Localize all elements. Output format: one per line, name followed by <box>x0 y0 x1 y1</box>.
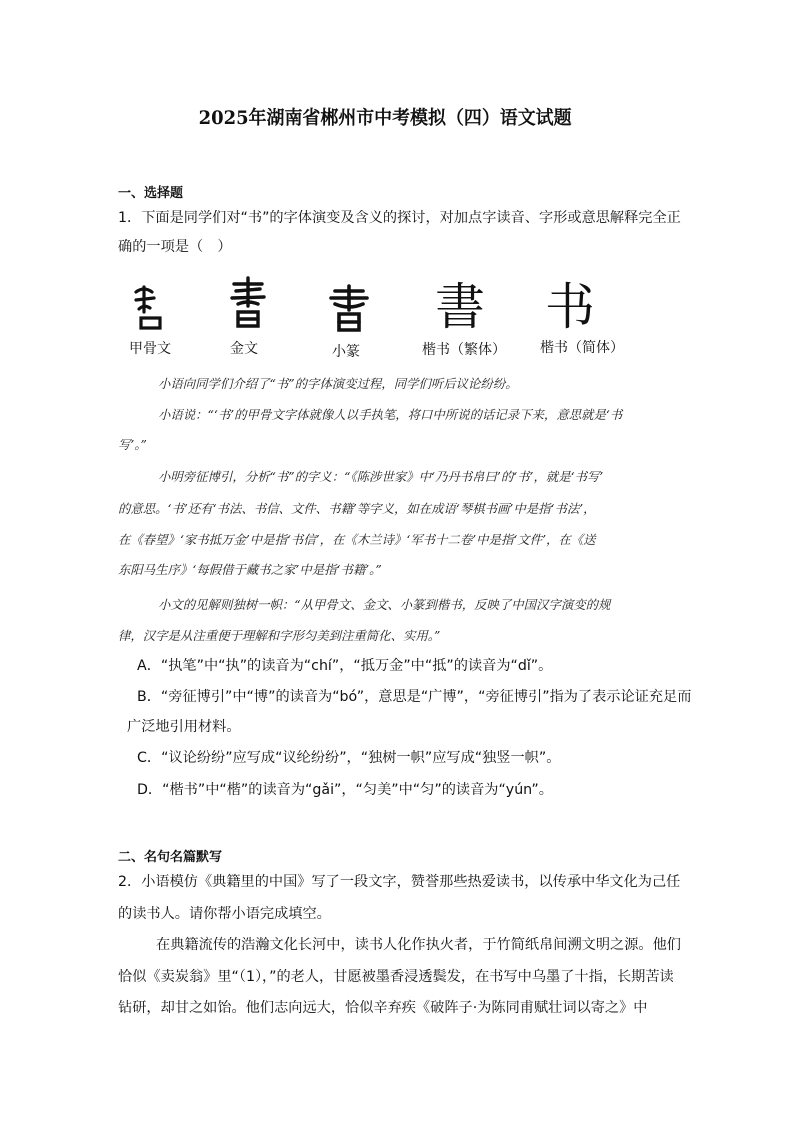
simplified-regular-script-glyph: 书 <box>545 278 595 336</box>
passage-line: 律，汉字是从注重便于理解和字形匀美到注重简化、实用。” <box>118 628 441 643</box>
passage-line: 小明旁征博引，分析“书”的字义：“《陈涉世家》中‘乃丹书帛曰’的‘书’，就是‘书写’ <box>158 469 604 484</box>
caption-oracle-bone: 甲骨文 <box>129 341 171 357</box>
traditional-regular-script-glyph: 書 <box>435 278 485 336</box>
passage-line: 写’。” <box>118 437 147 452</box>
passage-line: 小文的见解则独树一帜：“从甲骨文、金文、小篆到楷书，反映了中国汉字演变的规 <box>158 597 611 612</box>
option-b: B．“旁征博引”中“博”的读音为“bó”，意思是“广博”，“旁征博引”指为了表示论证充足而 <box>137 689 692 705</box>
question-2-line: 的读书人。请你帮小语完成填空。 <box>118 906 331 922</box>
question-2-line: 2．小语模仿《典籍里的中国》写了一段文字，赞誉那些热爱读书，以传承中华文化为己任 <box>118 874 681 890</box>
question-1-stem-line-2: 确的一项是（ ） <box>118 239 232 255</box>
option-c: C．“议论纷纷”应写成“议纶纷纷”，“独树一帜”应写成“独竖一帜”。 <box>137 750 561 766</box>
section-heading-recitation: 二、名句名篇默写 <box>118 850 223 865</box>
page-title: 2025年湖南省郴州市中考模拟（四）语文试题 <box>198 108 572 129</box>
question-2-line: 恰似《卖炭翁》里“（1），”的老人，甘愿被墨香浸透鬓发，在书写中乌墨了十指，长期苦读 <box>118 969 674 985</box>
bronze-shu-glyph <box>226 276 270 332</box>
question-2-line: 钻研，却甘之如饴。他们志向远大，恰似辛弃疾《破阵子·为陈同甫赋壮词以寄之》中 <box>118 1000 648 1016</box>
passage-line: 的意思。‘书’还有‘书法、书信、文件、书籍’等字义，如在成语‘琴棋书画’中是指‘书法’， <box>118 501 596 516</box>
passage-line: 小语说：“‘书’的甲骨文字体就像人以手执笔，将口中所说的话记录下来，意思就是‘书 <box>158 407 623 422</box>
caption-bronze: 金文 <box>230 341 258 357</box>
question-1-stem-line-1: 1．下面是同学们对“书”的字体演变及含义的探讨，对加点字读音、字形或意思解释完全正 <box>118 210 681 226</box>
question-2-line: 在典籍流传的浩瀚文化长河中，读书人化作执火者，于竹简纸帛间溯文明之源。他们 <box>156 937 681 953</box>
section-heading-choice: 一、选择题 <box>118 186 184 201</box>
passage-line: 小语向同学们介绍了“书”的字体演变过程，同学们听后议论纷纷。 <box>158 376 518 391</box>
caption-seal: 小篆 <box>332 344 360 360</box>
option-b-continued: 广泛地引用材料。 <box>127 719 241 735</box>
caption-traditional: 楷书（繁体） <box>422 342 506 358</box>
seal-shu-glyph <box>326 284 372 334</box>
caption-simplified: 楷书（简体） <box>540 340 624 356</box>
passage-line: 东阳马生序》‘每假借于藏书之家’中是指‘书籍’。” <box>118 562 382 577</box>
oracle-bone-shu-glyph <box>130 282 172 332</box>
passage-line: 在《春望》‘家书抵万金’中是指‘书信’，在《木兰诗》‘军书十二卷’中是指‘文件’，在《送 <box>118 532 596 547</box>
option-d: D．“楷书”中“楷”的读音为“gǎi”，“匀美”中“匀”的读音为“yún”。 <box>137 782 553 798</box>
option-a: A．“执笔”中“执”的读音为“chí”，“抵万金”中“抵”的读音为“dǐ”。 <box>137 658 553 674</box>
